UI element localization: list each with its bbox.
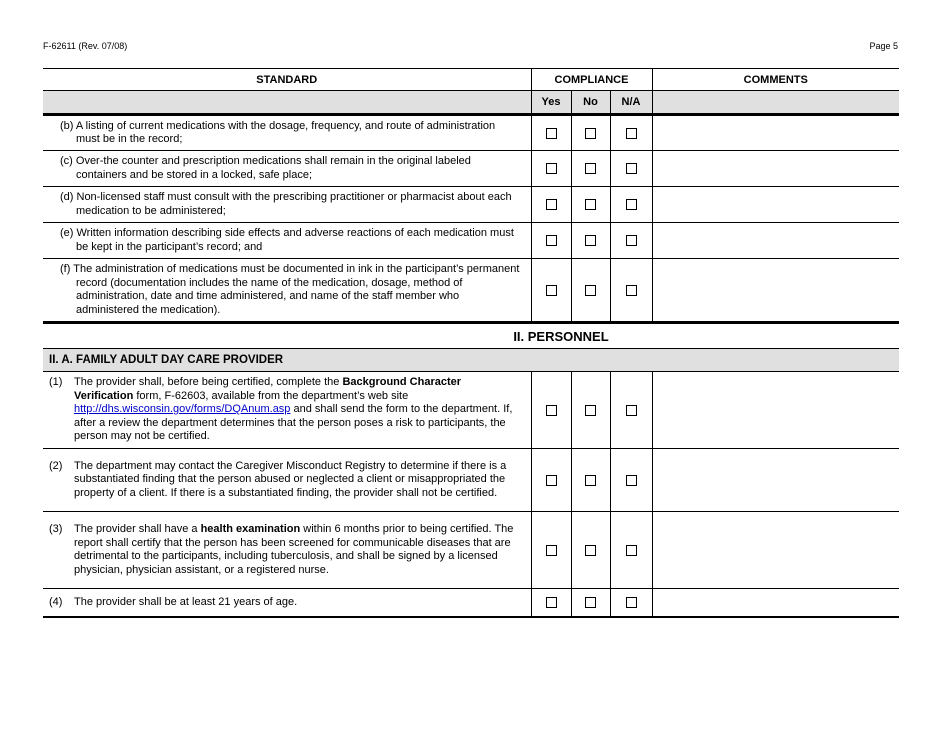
comments-cell[interactable] — [652, 223, 899, 259]
table-row — [43, 512, 899, 589]
no-header: No — [571, 91, 610, 115]
yes-checkbox[interactable] — [546, 285, 557, 296]
no-checkbox[interactable] — [585, 285, 596, 296]
compliance-header: COMPLIANCE — [531, 69, 652, 91]
no-checkbox[interactable] — [585, 199, 596, 210]
na-checkbox[interactable] — [626, 199, 637, 210]
table-row — [43, 187, 899, 223]
yes-checkbox[interactable] — [546, 597, 557, 608]
na-checkbox[interactable] — [626, 405, 637, 416]
standard-text: (b) A listing of current medications with the dosage, frequency, and route of administration must be in the record; — [43, 115, 531, 151]
na-checkbox[interactable] — [626, 475, 637, 486]
comments-header: COMMENTS — [652, 69, 899, 91]
no-checkbox[interactable] — [585, 235, 596, 246]
no-checkbox[interactable] — [585, 405, 596, 416]
yes-checkbox[interactable] — [546, 235, 557, 246]
na-checkbox[interactable] — [626, 597, 637, 608]
standard-text: The provider shall be at least 21 years of age. — [74, 595, 298, 608]
subsection-title: II. A. FAMILY ADULT DAY CARE PROVIDER — [43, 349, 899, 372]
yes-checkbox[interactable] — [546, 475, 557, 486]
table-row — [43, 259, 899, 323]
na-checkbox[interactable] — [626, 545, 637, 556]
standard-text: (d) Non-licensed staff must consult with the prescribing practitioner or pharmacist about each medication to be administered; — [43, 187, 531, 223]
standard-header: STANDARD — [43, 69, 531, 91]
comments-cell[interactable] — [652, 115, 899, 151]
yes-checkbox[interactable] — [546, 545, 557, 556]
item-number: (1) — [49, 376, 63, 389]
no-checkbox[interactable] — [585, 163, 596, 174]
item-number: (4) — [49, 595, 63, 608]
na-checkbox[interactable] — [626, 163, 637, 174]
yes-checkbox[interactable] — [546, 163, 557, 174]
table-row — [43, 372, 899, 449]
table-row — [43, 151, 899, 187]
standard-text: The department may contact the Caregiver Misconduct Registry to determine if there is a substantiated finding that the person abused or neglected a client or misappropriated the property of a client. If there is a substantiated finding, the provider shall not be certified. — [74, 459, 507, 499]
no-checkbox[interactable] — [585, 128, 596, 139]
standard-text: (e) Written information describing side effects and adverse reactions of each medication must be kept in the participant’s record; and — [43, 223, 531, 259]
standard-text: The provider shall, before being certified, complete the Background Character Verification form, F-62603, available from the department’s web site http://dhs.wisconsin.gov/forms/DQAnum.asp and shall send the form to the department. If, after a review the department determines that the person poses a risk to participants, the person may not be certified. — [74, 376, 513, 443]
item-number: (3) — [49, 523, 63, 535]
comments-cell[interactable] — [652, 259, 899, 323]
section-title: II. PERSONNEL — [43, 323, 899, 349]
standard-text: The provider shall have a health examination within 6 months prior to being certified. The report shall certify that the person has been screened for communicable diseases that are detrimental to the participants, including tuberculosis, and shall be signed by a licensed physician, physician assistant, or a registered nurse. — [74, 523, 514, 576]
table-row — [43, 589, 899, 617]
na-checkbox[interactable] — [626, 285, 637, 296]
no-checkbox[interactable] — [585, 545, 596, 556]
comments-cell[interactable] — [652, 187, 899, 223]
comments-cell[interactable] — [652, 512, 899, 589]
comments-cell[interactable] — [652, 449, 899, 512]
na-checkbox[interactable] — [626, 128, 637, 139]
na-header: N/A — [610, 91, 652, 115]
no-checkbox[interactable] — [585, 475, 596, 486]
comments-cell[interactable] — [652, 151, 899, 187]
na-checkbox[interactable] — [626, 235, 637, 246]
yes-checkbox[interactable] — [546, 128, 557, 139]
yes-checkbox[interactable] — [546, 199, 557, 210]
standard-text: (f) The administration of medications must be documented in ink in the participant’s permanent record (documentation includes the name of the medication, dosage, method of administration, date and time administered, and name of the staff member who administered the medication). — [43, 259, 531, 323]
yes-checkbox[interactable] — [546, 405, 557, 416]
item-number: (2) — [49, 459, 63, 472]
table-row — [43, 115, 899, 151]
comments-cell[interactable] — [652, 589, 899, 617]
yes-header: Yes — [531, 91, 571, 115]
page-number: Page 5 — [869, 41, 898, 51]
table-row — [43, 449, 899, 512]
standard-text: (c) Over-the counter and prescription medications shall remain in the original labeled containers and be stored in a locked, safe place; — [43, 151, 531, 187]
table-row — [43, 223, 899, 259]
comments-cell[interactable] — [652, 372, 899, 449]
forms-link[interactable]: http://dhs.wisconsin.gov/forms/DQAnum.asp — [74, 403, 291, 416]
form-id: F-62611 (Rev. 07/08) — [43, 41, 128, 51]
no-checkbox[interactable] — [585, 597, 596, 608]
compliance-table — [43, 68, 899, 618]
